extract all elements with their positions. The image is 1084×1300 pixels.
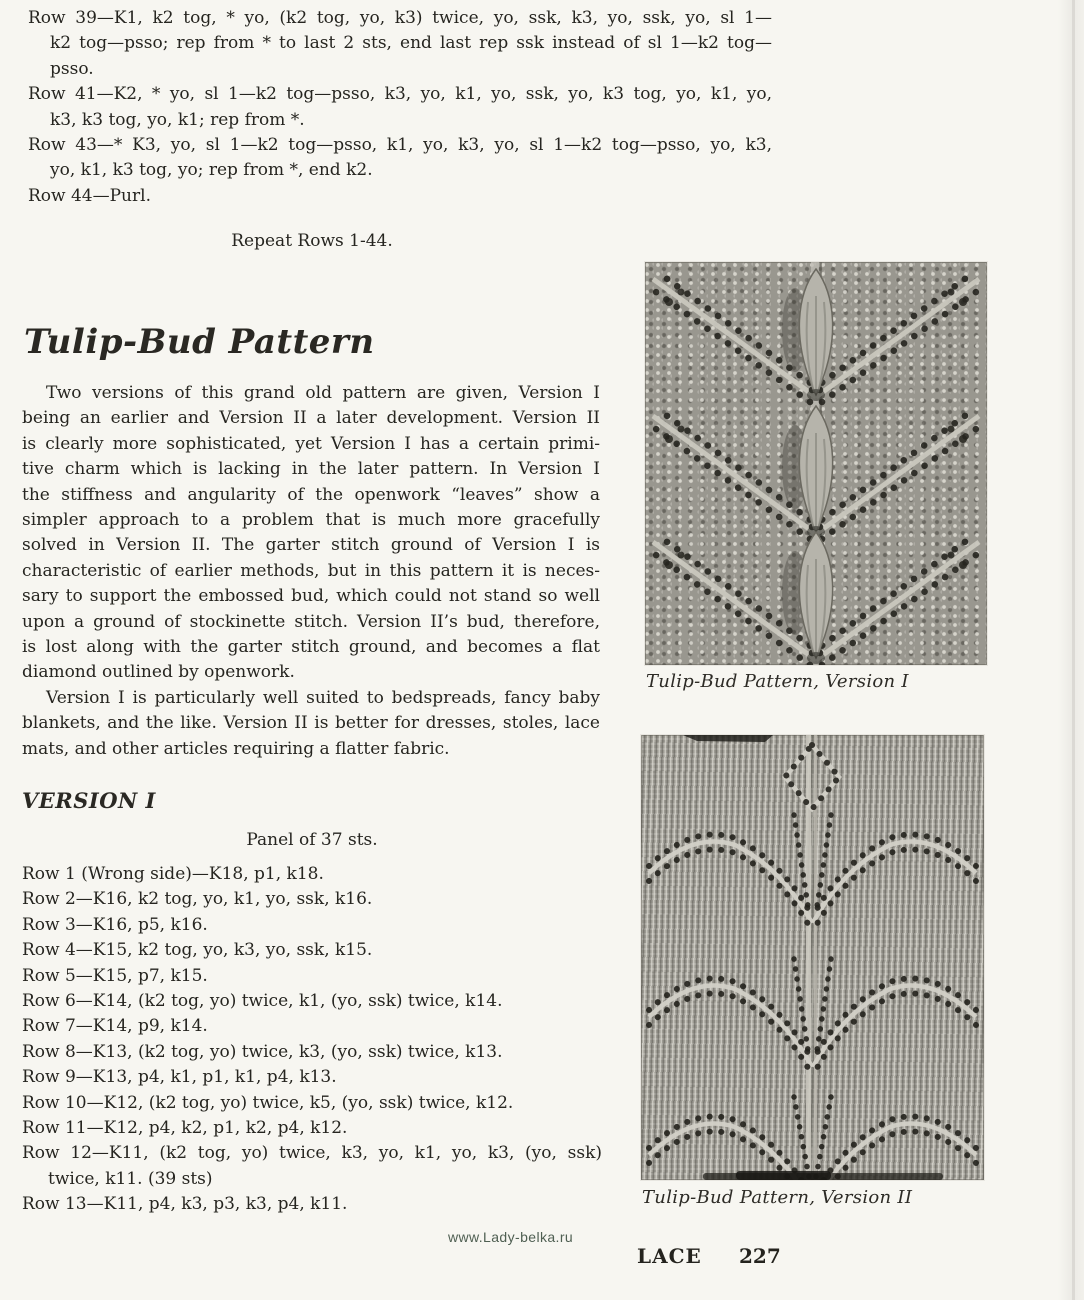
paragraph-line: Two versions of this grand old pattern are given, Version I xyxy=(46,383,600,403)
paragraph-line: tive charm which is lacking in the later pattern. In Version I xyxy=(22,459,600,480)
figure-2-caption: Tulip-Bud Pattern, Version II xyxy=(642,1187,913,1208)
page-number: 227 xyxy=(739,1244,781,1268)
version-1-heading: VERSION I xyxy=(22,788,156,813)
lace-pattern-art-version-2 xyxy=(641,735,984,1180)
pattern-row-line: Row 8—K13, (k2 tog, yo) twice, k3, (yo, ssk) twice, k13. xyxy=(22,1041,503,1062)
paragraph-line: characteristic of earlier methods, but in this pattern it is neces- xyxy=(22,560,600,581)
paragraph-line: blankets, and the like. Version II is better for dresses, stoles, lace xyxy=(22,713,600,734)
panel-note: Panel of 37 sts. xyxy=(246,830,378,850)
instruction-line: k2 tog—psso; rep from * to last 2 sts, end last rep ssk instead of sl 1—k2 tog— xyxy=(50,33,772,54)
page-edge-shading xyxy=(1058,0,1084,1300)
pattern-row-line: Row 9—K13, p4, k1, p1, k1, p4, k13. xyxy=(22,1067,337,1088)
paragraph-line: simpler approach to a problem that is much more gracefully xyxy=(22,510,600,531)
pattern-row-line: Row 4—K15, k2 tog, yo, k3, yo, ssk, k15. xyxy=(22,940,373,961)
figure-1-caption: Tulip-Bud Pattern, Version I xyxy=(646,671,909,692)
pattern-row-line: Row 10—K12, (k2 tog, yo) twice, k5, (yo, ssk) twice, k12. xyxy=(22,1092,514,1113)
instruction-line: yo, k1, k3 tog, yo; rep from *, end k2. xyxy=(50,160,373,181)
paragraph-line: diamond outlined by openwork. xyxy=(22,662,295,683)
pattern-row-line: Row 2—K16, k2 tog, yo, k1, yo, ssk, k16. xyxy=(22,889,373,910)
running-title: LACE xyxy=(637,1244,702,1268)
intro-paragraph-2 xyxy=(22,686,600,762)
paragraph-line: is lost along with the garter stitch ground, and becomes a flat xyxy=(22,637,600,658)
lace-pattern-art-version-1 xyxy=(645,262,987,665)
repeat-note: Repeat Rows 1-44. xyxy=(231,231,393,251)
pattern-row-line: Row 12—K11, (k2 tog, yo) twice, k3, yo, k1, yo, k3, (yo, ssk) xyxy=(22,1143,602,1164)
page-edge-line xyxy=(1072,0,1075,1300)
instruction-line: psso. xyxy=(50,58,94,79)
pattern-row-line: Row 3—K16, p5, k16. xyxy=(22,914,208,935)
instruction-line: k3, k3 tog, yo, k1; rep from *. xyxy=(50,109,305,130)
instruction-line: Row 41—K2, * yo, sl 1—k2 tog—psso, k3, yo, k1, yo, ssk, yo, k3 tog, yo, k1, yo, xyxy=(28,84,772,105)
paragraph-line: mats, and other articles requiring a flatter fabric. xyxy=(22,738,450,759)
paragraph-line: is clearly more sophisticated, yet Version I has a certain primi- xyxy=(22,433,600,454)
knitting-photo-version-2 xyxy=(641,735,984,1180)
pattern-row-line: Row 5—K15, p7, k15. xyxy=(22,965,208,986)
section-title: Tulip-Bud Pattern xyxy=(24,322,375,362)
pattern-row-line: twice, k11. (39 sts) xyxy=(48,1168,213,1189)
instruction-line: Row 44—Purl. xyxy=(28,185,151,206)
watermark-url: www.Lady-belka.ru xyxy=(448,1229,574,1245)
pattern-row-line: Row 11—K12, p4, k2, p1, k2, p4, k12. xyxy=(22,1118,348,1139)
pattern-row-line: Row 1 (Wrong side)—K18, p1, k18. xyxy=(22,864,324,884)
instruction-line: Row 39—K1, k2 tog, * yo, (k2 tog, yo, k3) twice, yo, ssk, k3, yo, ssk, yo, sl 1— xyxy=(28,8,772,28)
paragraph-line: being an earlier and Version II a later development. Version II xyxy=(22,408,600,429)
pattern-row-line: Row 7—K14, p9, k14. xyxy=(22,1016,208,1037)
paragraph-line: solved in Version II. The garter stitch ground of Version I is xyxy=(22,535,600,556)
intro-paragraph-1 xyxy=(22,381,600,686)
paragraph-line: upon a ground of stockinette stitch. Version II’s bud, therefore, xyxy=(22,611,600,632)
pattern-row-line: Row 13—K11, p4, k3, p3, k3, p4, k11. xyxy=(22,1194,348,1215)
knitting-photo-version-1 xyxy=(645,262,987,665)
pattern-row-line: Row 6—K14, (k2 tog, yo) twice, k1, (yo, ssk) twice, k14. xyxy=(22,991,503,1012)
instruction-line: Row 43—* K3, yo, sl 1—k2 tog—psso, k1, yo, k3, yo, sl 1—k2 tog—psso, yo, k3, xyxy=(28,135,772,156)
paragraph-line: sary to support the embossed bud, which could not stand so well xyxy=(22,586,600,607)
version-1-rows xyxy=(22,862,602,1218)
pattern-rows-39-44 xyxy=(28,6,772,209)
paragraph-line: the stiffness and angularity of the openwork “leaves” show a xyxy=(22,484,600,505)
paragraph-line: Version I is particularly well suited to bedspreads, fancy baby xyxy=(46,688,600,708)
